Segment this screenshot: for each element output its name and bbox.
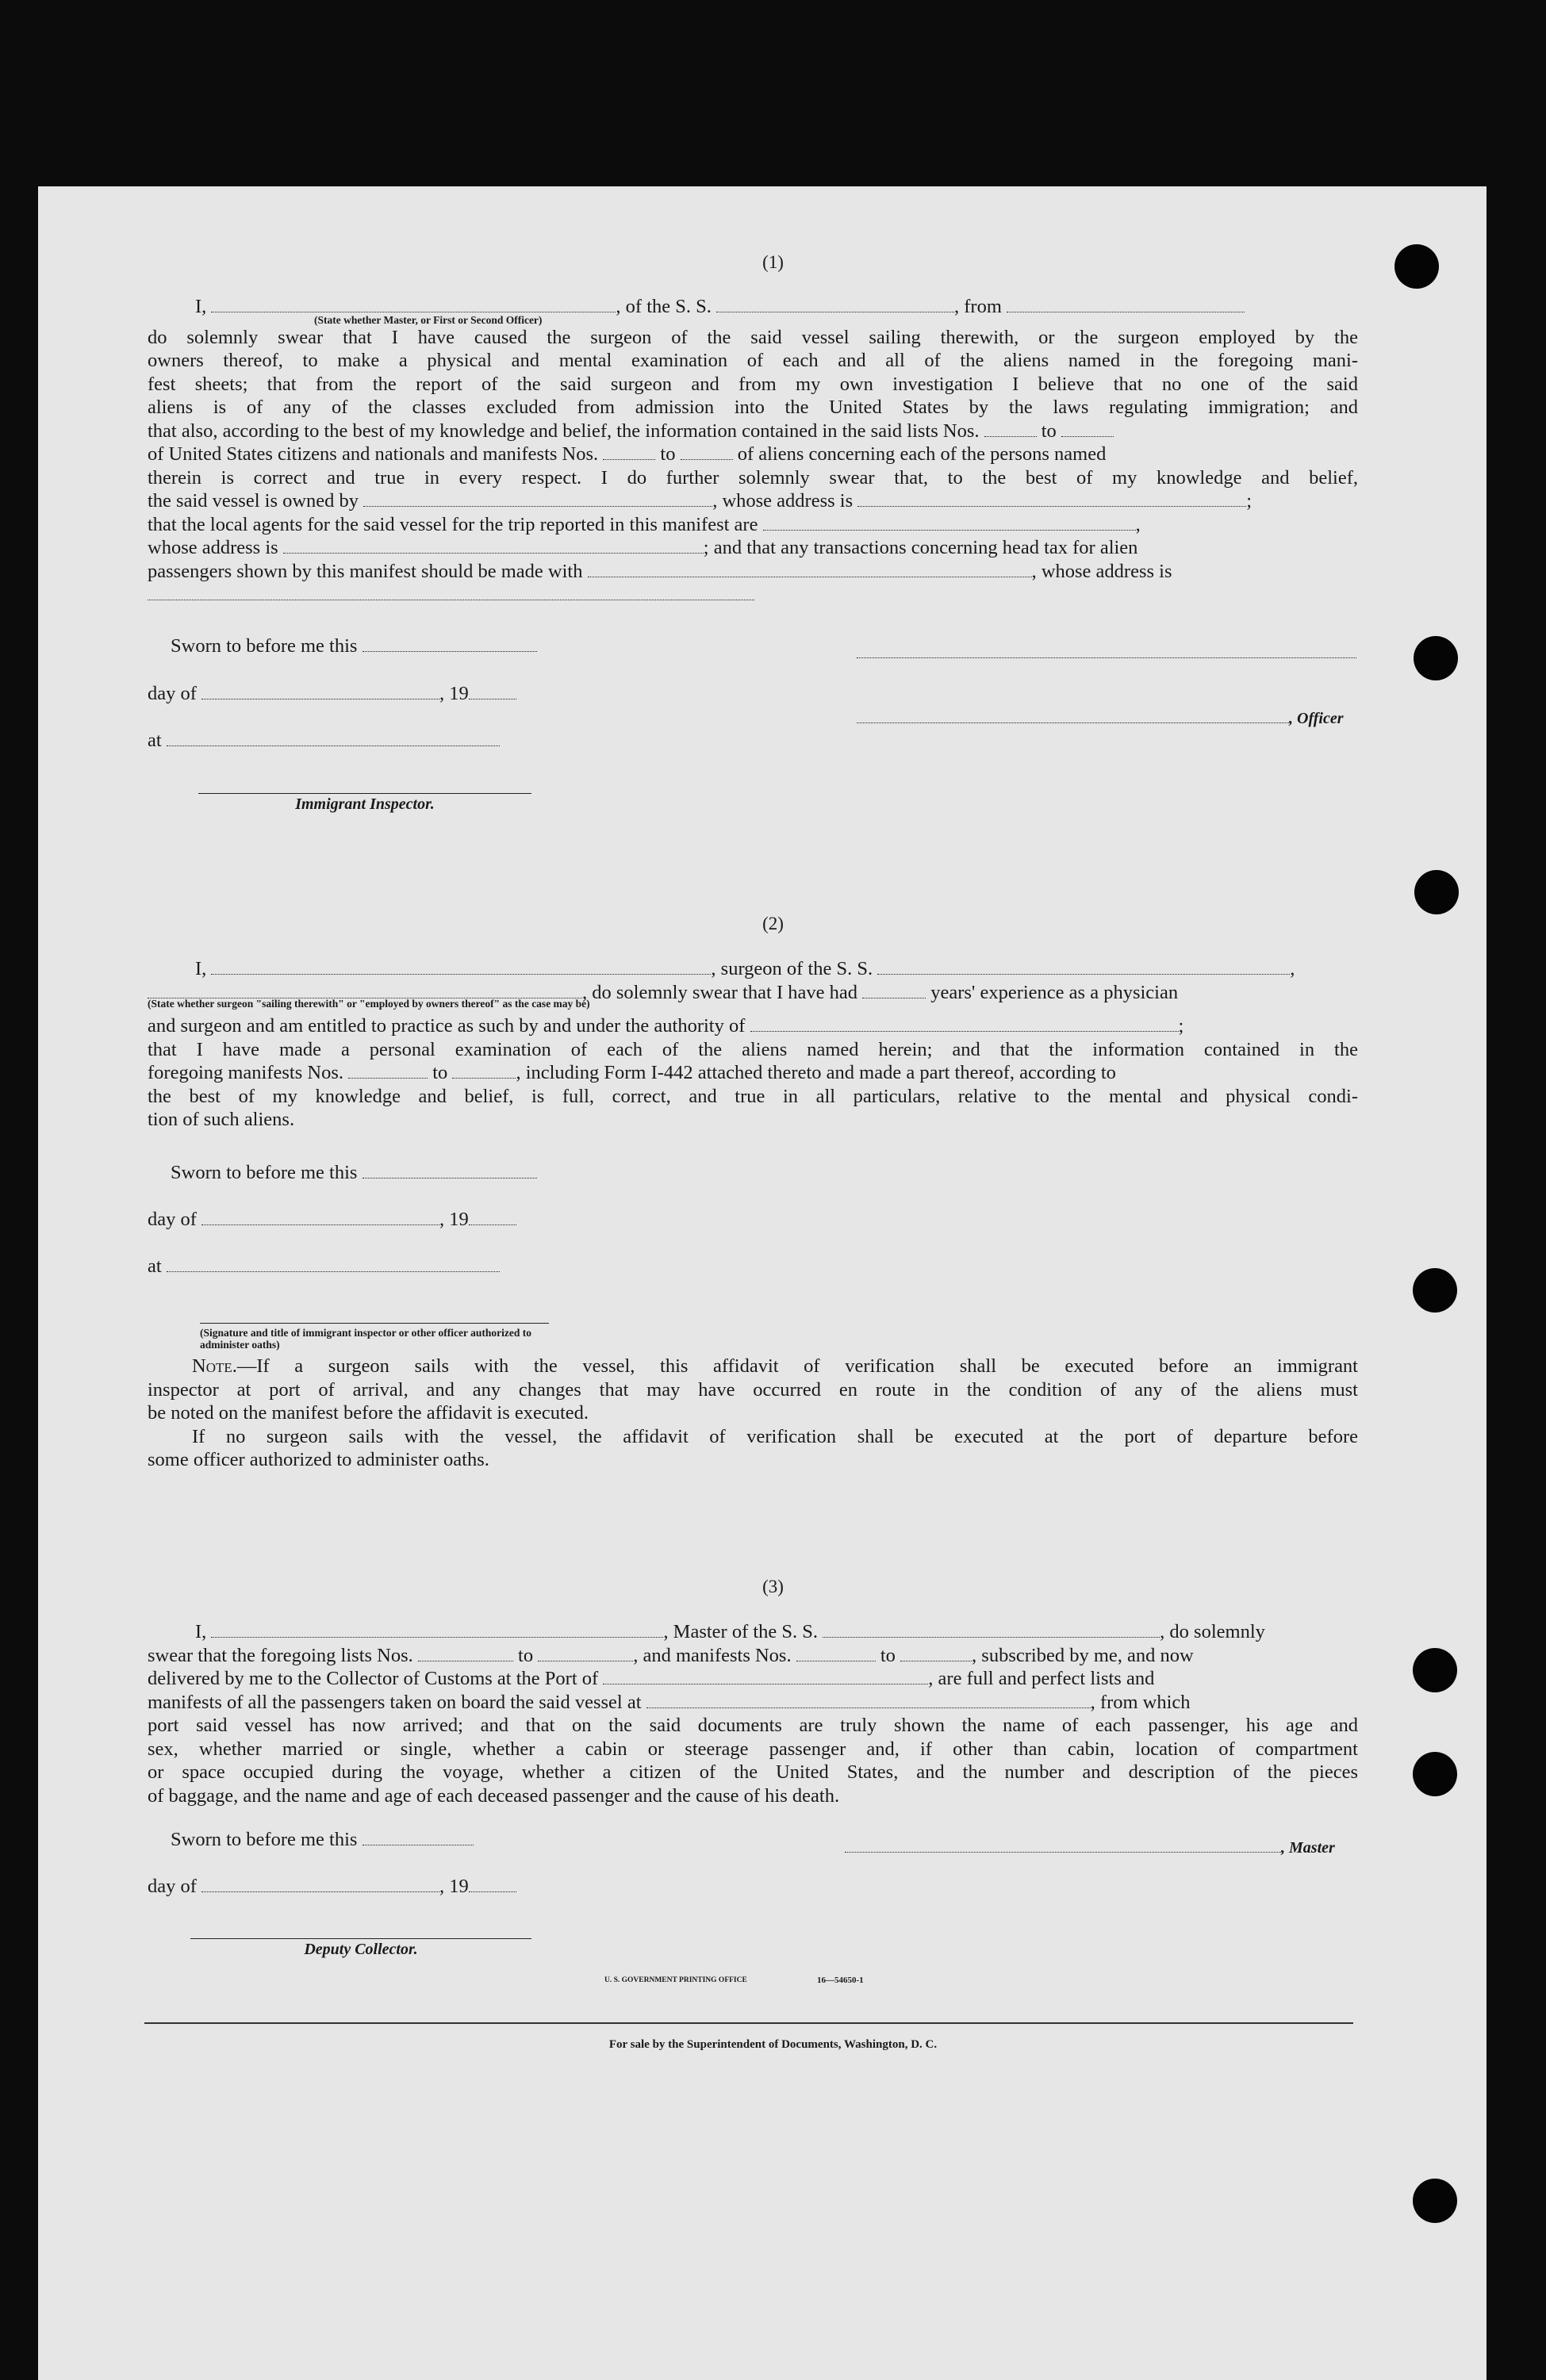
printing-office: U. S. GOVERNMENT PRINTING OFFICE — [604, 1976, 747, 1984]
section-2-number: (2) — [762, 914, 784, 933]
section-3-day: day of , 19 — [148, 1875, 1358, 1899]
section-3-oath: I, , Master of the S. S. , do solemnly swear that the foregoing lists Nos. to , and manifests Nos. to , subscribed by me, and now delivered by me to the Collector of Customs at the Port of , are full and perfect lists and manifests of all the passengers taken on board the said vessel at , from which port said vessel has now arrived; and that on the said documents are truly shown the name of each passenger, his age and sex, whether married or single, whether a cabin or steerage passenger and, if other than cabin, location of compartment or space occupied during the voyage, whether a citizen of the United States, and the number and description of the pieces of baggage, and the name and age of each deceased passenger and the cause of his death. — [148, 1621, 1358, 1807]
punch-hole — [1413, 1648, 1457, 1692]
deputy-collector-signature: Deputy Collector. — [190, 1938, 531, 1959]
section-2-at: at — [148, 1255, 1358, 1278]
section-1-oath: I, , of the S. S. , from (State whether Master, or First or Second Officer) do solemnly swear that I have caused the surgeon of the said vessel sailing therewith, or the surgeon employed by the owners thereof, to make a physical and mental examination of each and all of the aliens named in the foregoing mani- fest sheets; that from the report of the said surgeon and from my own investigation I believe that no one of the said aliens is of any of the classes excluded from admission into the United States by the laws regulating immigration; and that also, according to the best of my knowledge and belief, the information contained in the said lists Nos. to of United States citizens and nationals and manifests Nos. to of aliens concerning each of the persons named therein is correct and true in every respect. I do further solemnly swear that, to the best of my knowledge and belief, the said vessel is owned by , whose address is ; that the local agents for the said vessel for the trip reported in this manifest are , whose address is ; and that any transactions concerning head tax for alien passengers shown by this manifest should be made with , whose address is — [148, 295, 1358, 607]
section-2-oath: I, , surgeon of the S. S. , , do solemnly swear that I have had years' experience as a physician (State whether surgeon "sailing therewith" or "employed by owners thereof" as the case may be) and surgeon and am entitled to practice as such by and under the authority of ; that I have made a personal examination of each of the aliens named herein; and that the information contained in the foregoing manifests Nos. to , including Form I-442 attached thereto and made a part thereof, according to the best of my knowledge and belief, is full, correct, and true in all particulars, relative to the mental and physical condi- tion of such aliens. — [148, 958, 1358, 1130]
immigrant-inspector-signature: Immigrant Inspector. — [198, 793, 531, 814]
punch-hole — [1413, 1752, 1457, 1796]
inspector-signature-note: (Signature and title of immigrant inspector or other officer authorized to administer oaths) — [200, 1323, 549, 1351]
section-1-at: at — [148, 729, 1358, 753]
surgeon-note: (State whether surgeon "sailing therewith" or "employed by owners thereof" as the case may be) — [148, 998, 590, 1010]
section-1-officer-line — [857, 641, 1356, 665]
section-2-day: day of , 19 — [148, 1208, 1358, 1232]
punch-hole — [1413, 2179, 1457, 2223]
punch-hole — [1414, 870, 1459, 914]
form-number: 16—54650-1 — [817, 1976, 864, 1985]
section-2-jurat: Sworn to before me this — [171, 1161, 1381, 1185]
section-1-jurat: Sworn to before me this — [171, 634, 1381, 658]
section-3-jurat: Sworn to before me this — [171, 1828, 1381, 1852]
section-2-note: Note.—If a surgeon sails with the vessel, this affidavit of verification shall be executed before an immigrant inspector at port of arrival, and any changes that may have occurred en route in the condition of any of the aliens must be noted on the manifest before the affidavit is executed. If no surgeon sails with the vessel, the affidavit of verification shall be executed at the port of departure before some officer authorized to administer oaths. — [148, 1355, 1358, 1470]
section-3-master: , Master — [845, 1835, 1360, 1861]
punch-hole — [1413, 1268, 1457, 1313]
footer-rule — [144, 2022, 1353, 2024]
section-3-number: (3) — [762, 1577, 784, 1596]
section-1-number: (1) — [762, 252, 784, 272]
section-1-day: day of , 19 — [148, 682, 1358, 706]
punch-hole — [1414, 636, 1458, 680]
officer-note: (State whether Master, or First or Second Officer) — [314, 313, 543, 326]
sale-notice: For sale by the Superintendent of Documents, Washington, D. C. — [608, 2038, 938, 2051]
section-1-officer: , Officer — [857, 706, 1356, 731]
